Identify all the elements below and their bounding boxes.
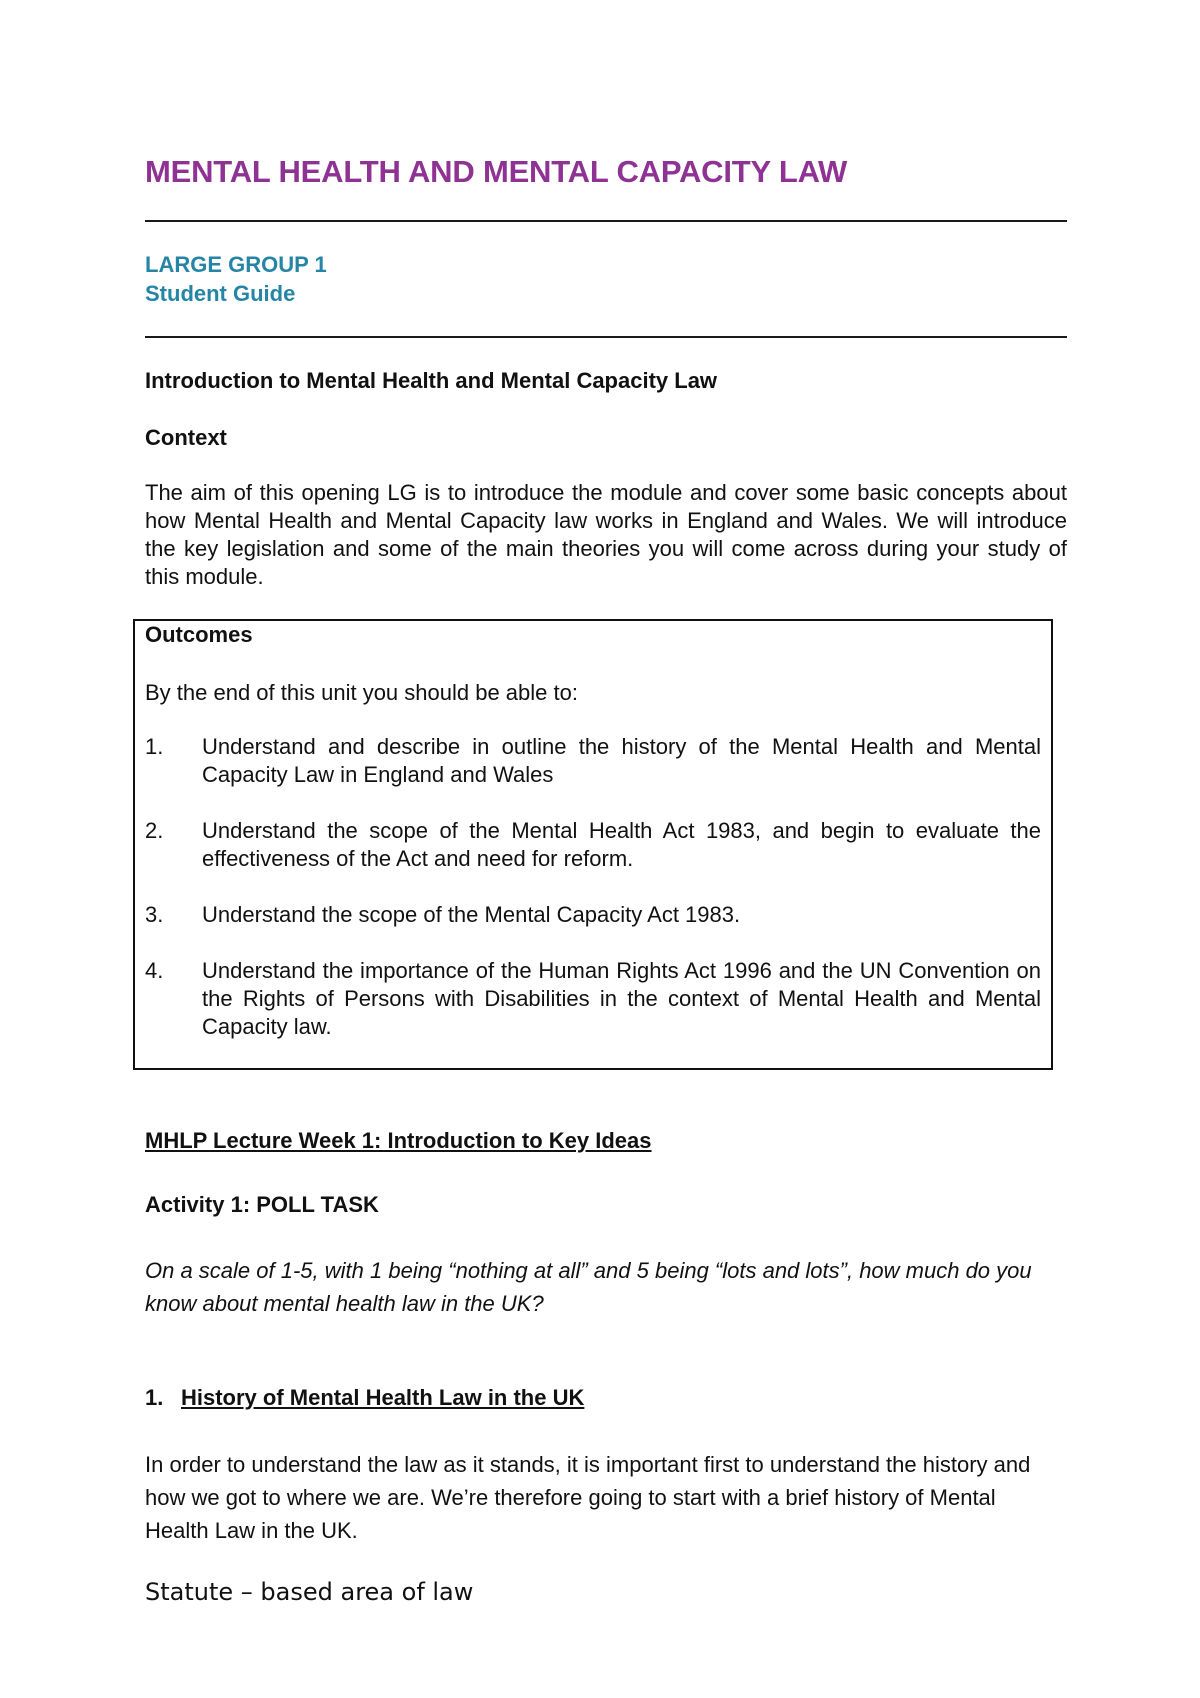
outcome-text: Understand and describe in outline the history of the Mental Health and Mental Capacity Law in England and Wales (202, 734, 1041, 787)
activity-heading: Activity 1: POLL TASK (145, 1192, 379, 1217)
intro-heading: Introduction to Mental Health and Mental Capacity Law (145, 368, 718, 393)
guide-label: Student Guide (145, 281, 296, 306)
divider (145, 220, 1067, 222)
outcome-number: 2. (145, 818, 164, 843)
section-paragraph: In order to understand the law as it stands, it is important first to understand the history and how we got to where we are. We’re therefore going to start with a brief history of Mental Health Law in the UK. (145, 1452, 1031, 1543)
outcome-number: 3. (145, 902, 164, 927)
context-paragraph: The aim of this opening LG is to introduce the module and cover some basic concepts about how Mental Health and Mental Capacity law works in England and Wales. We will introduce the key legislation and some of the main theories you will come across during your study of this module. (145, 480, 1067, 589)
section-number: 1. (145, 1385, 164, 1410)
outcome-text: Understand the scope of the Mental Capacity Act 1983. (202, 902, 741, 927)
subheading: Statute – based area of law (145, 1578, 474, 1606)
outcomes-heading: Outcomes (145, 622, 253, 647)
activity-question: On a scale of 1-5, with 1 being “nothing at all” and 5 being “lots and lots”, how much do you know about mental health law in the UK? (145, 1258, 1032, 1316)
section-heading: History of Mental Health Law in the UK (181, 1385, 585, 1410)
document-title: MENTAL HEALTH AND MENTAL CAPACITY LAW (145, 154, 848, 189)
outcome-text: Understand the scope of the Mental Health Act 1983, and begin to evaluate the effectiveness of the Act and need for reform. (202, 818, 1041, 871)
context-heading: Context (145, 425, 227, 450)
group-label: LARGE GROUP 1 (145, 252, 327, 277)
divider (145, 336, 1067, 338)
outcome-text: Understand the importance of the Human Rights Act 1996 and the UN Convention on the Rights of Persons with Disabilities in the context of Mental Health and Mental Capacity law. (202, 958, 1041, 1039)
lecture-heading: MHLP Lecture Week 1: Introduction to Key Ideas (145, 1128, 652, 1153)
outcomes-intro: By the end of this unit you should be able to: (145, 680, 578, 705)
outcome-number: 1. (145, 734, 164, 759)
outcome-number: 4. (145, 958, 164, 983)
